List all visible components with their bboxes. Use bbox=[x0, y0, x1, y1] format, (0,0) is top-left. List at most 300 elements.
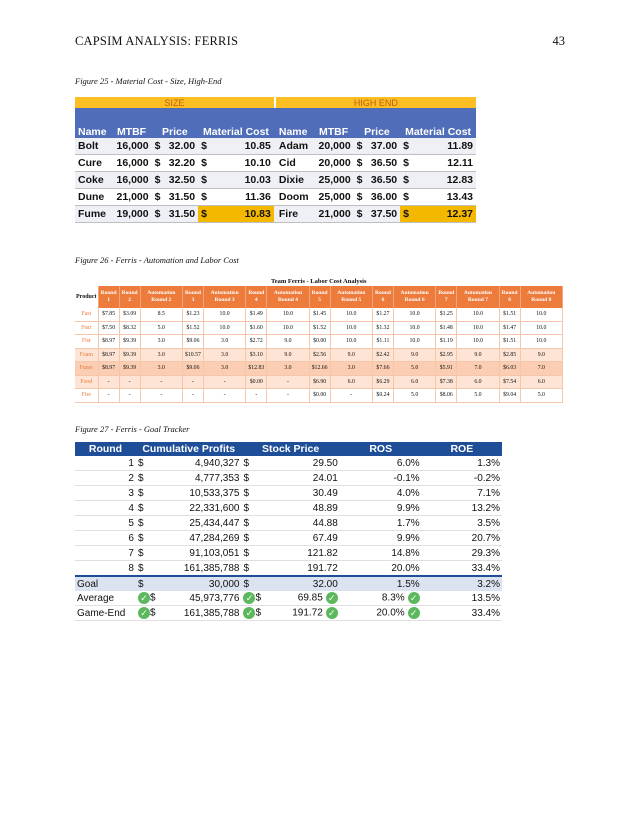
col-header: Round 5 bbox=[309, 286, 330, 308]
product-name: Cid bbox=[276, 155, 314, 172]
currency-symbol: $ bbox=[255, 592, 262, 604]
col-header: Automation Round 8 bbox=[520, 286, 562, 308]
cost-cell: 5.0 bbox=[457, 389, 499, 403]
material-cost-cell: 11.89 bbox=[420, 138, 476, 155]
figure-25-caption: Figure 25 - Material Cost - Size, High-End bbox=[75, 76, 222, 86]
col-header: Automation Round 2 bbox=[140, 286, 182, 308]
cost-cell: - bbox=[119, 389, 140, 403]
stock-price-cell bbox=[263, 606, 340, 621]
profit-cell: 4,940,327 bbox=[158, 456, 242, 471]
cost-cell: 10.0 bbox=[520, 321, 562, 335]
cost-cell: 8.5 bbox=[140, 308, 182, 321]
cost-cell: $1.47 bbox=[499, 321, 520, 335]
currency-cell: $ bbox=[354, 138, 366, 155]
check-circle-icon: ✓ bbox=[243, 592, 255, 604]
ros-cell: 20.0% bbox=[340, 561, 422, 577]
row-label: Average bbox=[75, 591, 136, 606]
cost-cell: - bbox=[267, 375, 309, 389]
cost-cell: $2.56 bbox=[309, 348, 330, 362]
cost-cell: 10.0 bbox=[330, 308, 372, 321]
price-cell: 32.20 bbox=[164, 155, 198, 172]
cost-cell: $7.85 bbox=[98, 308, 119, 321]
table-row bbox=[75, 138, 476, 155]
stock-price-cell: 24.01 bbox=[263, 471, 340, 486]
cost-cell: 6.0 bbox=[457, 375, 499, 389]
row-label: Game-End bbox=[75, 606, 136, 621]
cost-cell: 9.0 bbox=[520, 348, 562, 362]
mtbf-cell: 16,000 bbox=[111, 138, 151, 155]
currency-symbol: $ bbox=[149, 592, 156, 604]
currency-cell bbox=[241, 576, 263, 591]
col-header: Automation Round 5 bbox=[330, 286, 372, 308]
cost-cell: $6.03 bbox=[499, 362, 520, 376]
currency-cell: $ bbox=[354, 155, 366, 172]
cost-cell: 10.0 bbox=[330, 321, 372, 335]
price-cell: 36.50 bbox=[366, 172, 400, 189]
cost-cell: 7.0 bbox=[520, 362, 562, 376]
ros-cell: 1.7% bbox=[340, 516, 422, 531]
cost-cell: $9.06 bbox=[182, 362, 203, 376]
cost-cell: 5.0 bbox=[520, 389, 562, 403]
check-circle-icon: ✓ bbox=[243, 607, 255, 619]
roe-cell: -0.2% bbox=[422, 471, 502, 486]
cost-cell: $7.50 bbox=[98, 321, 119, 335]
currency-cell: $ bbox=[241, 516, 263, 531]
table-row bbox=[75, 501, 502, 516]
cost-cell: 9.0 bbox=[457, 348, 499, 362]
cost-cell: $1.52 bbox=[309, 321, 330, 335]
cost-cell: 3.0 bbox=[203, 335, 245, 349]
product-name: Fist bbox=[75, 335, 98, 349]
cost-cell: $1.45 bbox=[309, 308, 330, 321]
cost-cell: $8.97 bbox=[98, 362, 119, 376]
cost-cell: 10.0 bbox=[457, 308, 499, 321]
cost-cell: $8.97 bbox=[98, 348, 119, 362]
product-name: Doom bbox=[276, 189, 314, 206]
material-cost-cell: 13.43 bbox=[420, 189, 476, 206]
col-header: Round 1 bbox=[98, 286, 119, 308]
cost-cell: $2.95 bbox=[436, 348, 457, 362]
col-roe: ROE bbox=[422, 442, 502, 456]
roe-cell: 3.5% bbox=[422, 516, 502, 531]
cost-cell: $2.42 bbox=[372, 348, 393, 362]
ros-cell bbox=[340, 606, 422, 621]
currency-cell: $ bbox=[400, 189, 420, 206]
cost-cell: $1.52 bbox=[182, 321, 203, 335]
col-price: Price bbox=[354, 108, 400, 138]
currency-cell: $ bbox=[152, 206, 164, 223]
mtbf-cell: 20,000 bbox=[314, 155, 354, 172]
currency-symbol: $ bbox=[149, 607, 156, 619]
round-number: 2 bbox=[75, 471, 136, 486]
currency-cell: $ bbox=[241, 546, 263, 561]
product-name: Fire bbox=[276, 206, 314, 223]
cost-cell: 10.0 bbox=[267, 321, 309, 335]
stock-price-cell bbox=[263, 591, 340, 606]
stock-price-cell: 48.89 bbox=[263, 501, 340, 516]
col-mtbf: MTBF bbox=[314, 108, 354, 138]
profit-cell: 25,434,447 bbox=[158, 516, 242, 531]
profit-cell: 4,777,353 bbox=[158, 471, 242, 486]
value: 32.00 bbox=[312, 578, 338, 590]
col-header: Automation Round 7 bbox=[457, 286, 499, 308]
cost-cell: 10.0 bbox=[520, 335, 562, 349]
table-row bbox=[75, 362, 563, 376]
check-circle-icon: ✓ bbox=[138, 607, 150, 619]
product-name: Fume bbox=[75, 362, 98, 376]
cost-cell: - bbox=[98, 389, 119, 403]
currency-cell: $ bbox=[354, 206, 366, 223]
cost-cell: 6.0 bbox=[520, 375, 562, 389]
cost-cell: $0.24 bbox=[372, 389, 393, 403]
col-mtbf: MTBF bbox=[111, 108, 151, 138]
table-row bbox=[75, 206, 476, 223]
cost-cell: 10.0 bbox=[267, 308, 309, 321]
col-header: Automation Round 6 bbox=[393, 286, 435, 308]
col-header: Automation Round 4 bbox=[267, 286, 309, 308]
currency-cell: $ bbox=[136, 456, 158, 471]
col-round: Round bbox=[75, 442, 136, 456]
currency-cell: $ bbox=[241, 486, 263, 501]
currency-cell: $ bbox=[354, 172, 366, 189]
figure-26-caption: Figure 26 - Ferris - Automation and Labor Cost bbox=[75, 255, 239, 265]
check-circle-icon: ✓ bbox=[408, 592, 420, 604]
currency-cell bbox=[241, 606, 263, 621]
mtbf-cell: 21,000 bbox=[111, 189, 151, 206]
roe-cell: 20.7% bbox=[422, 531, 502, 546]
cost-cell: 3.0 bbox=[140, 348, 182, 362]
profit-cell: 91,103,051 bbox=[158, 546, 242, 561]
currency-cell: $ bbox=[136, 486, 158, 501]
profit-cell: 30,000 bbox=[158, 576, 242, 591]
currency-cell bbox=[136, 576, 158, 591]
cost-cell: - bbox=[267, 389, 309, 403]
value: 191.72 bbox=[292, 607, 323, 619]
material-cost-cell: 10.03 bbox=[218, 172, 273, 189]
cost-cell: 10.0 bbox=[203, 321, 245, 335]
material-cost-cell: 11.36 bbox=[218, 189, 273, 206]
cost-cell: 10.0 bbox=[393, 335, 435, 349]
table-row bbox=[75, 155, 476, 172]
cost-cell: 3.0 bbox=[203, 362, 245, 376]
stock-price-cell: 30.49 bbox=[263, 486, 340, 501]
ros-cell: 9.9% bbox=[340, 501, 422, 516]
ros-cell: 14.8% bbox=[340, 546, 422, 561]
col-header: Round 7 bbox=[436, 286, 457, 308]
size-band: SIZE bbox=[75, 97, 274, 108]
roe-cell: 7.1% bbox=[422, 486, 502, 501]
col-header: Round 2 bbox=[119, 286, 140, 308]
col-stock-price: Stock Price bbox=[241, 442, 339, 456]
roe-cell: 13.2% bbox=[422, 501, 502, 516]
mtbf-cell: 25,000 bbox=[314, 172, 354, 189]
cost-cell: $9.39 bbox=[119, 335, 140, 349]
currency-cell: $ bbox=[152, 138, 164, 155]
cost-cell: 7.0 bbox=[457, 362, 499, 376]
currency-cell: $ bbox=[198, 206, 218, 223]
cost-cell: $8.06 bbox=[436, 389, 457, 403]
gameend-row bbox=[75, 606, 502, 621]
cost-cell: 9.0 bbox=[267, 335, 309, 349]
cost-cell: $1.60 bbox=[246, 321, 267, 335]
cost-cell: 10.0 bbox=[457, 321, 499, 335]
cost-cell: $1.51 bbox=[499, 308, 520, 321]
product-name: Fear bbox=[75, 321, 98, 335]
cost-cell: - bbox=[330, 389, 372, 403]
page-number: 43 bbox=[552, 34, 565, 48]
currency-cell: $ bbox=[400, 206, 420, 223]
currency-symbol: $ bbox=[137, 578, 144, 590]
cost-cell: 10.0 bbox=[457, 335, 499, 349]
cost-cell: $7.38 bbox=[436, 375, 457, 389]
table-row bbox=[75, 546, 502, 561]
cost-cell: $1.49 bbox=[246, 308, 267, 321]
currency-cell: $ bbox=[400, 172, 420, 189]
stock-price-cell: 67.49 bbox=[263, 531, 340, 546]
ros-cell: 9.9% bbox=[340, 531, 422, 546]
check-circle-icon: ✓ bbox=[408, 607, 420, 619]
table-row bbox=[75, 321, 563, 335]
mtbf-cell: 19,000 bbox=[111, 206, 151, 223]
table-row bbox=[75, 172, 476, 189]
cost-cell: 3.0 bbox=[140, 335, 182, 349]
profit-cell: 161,385,788 bbox=[158, 561, 242, 577]
check-circle-icon: ✓ bbox=[326, 592, 338, 604]
price-cell: 32.50 bbox=[164, 172, 198, 189]
product-name: Adam bbox=[276, 138, 314, 155]
col-cumulative-profits: Cumulative Profits bbox=[136, 442, 242, 456]
roe-cell: 33.4% bbox=[422, 561, 502, 577]
col-name: Name bbox=[75, 108, 111, 138]
currency-cell bbox=[241, 591, 263, 606]
mtbf-cell: 16,000 bbox=[111, 155, 151, 172]
cost-cell: $1.27 bbox=[372, 308, 393, 321]
roe-cell: 33.4% bbox=[422, 606, 502, 621]
col-header: Product bbox=[75, 286, 98, 308]
table-row bbox=[75, 561, 502, 577]
stock-price-cell: 191.72 bbox=[263, 561, 340, 577]
cost-cell: 10.0 bbox=[203, 308, 245, 321]
round-number: 4 bbox=[75, 501, 136, 516]
cost-cell: 5.0 bbox=[393, 389, 435, 403]
table-row bbox=[75, 375, 563, 389]
price-cell: 31.50 bbox=[164, 206, 198, 223]
col-material-cost: Material Cost bbox=[198, 108, 274, 138]
cost-cell: $3.09 bbox=[119, 308, 140, 321]
cost-cell: 9.0 bbox=[330, 348, 372, 362]
currency-cell: $ bbox=[152, 189, 164, 206]
goal-tracker-table bbox=[75, 442, 502, 621]
cost-cell: $2.72 bbox=[246, 335, 267, 349]
stock-price-cell: 44.88 bbox=[263, 516, 340, 531]
cost-cell: - bbox=[203, 375, 245, 389]
col-name: Name bbox=[276, 108, 314, 138]
cost-cell: - bbox=[246, 389, 267, 403]
material-cost-cell: 12.83 bbox=[420, 172, 476, 189]
round-number: 1 bbox=[75, 456, 136, 471]
price-cell: 32.00 bbox=[164, 138, 198, 155]
currency-cell: $ bbox=[241, 561, 263, 577]
profit-cell: 161,385,788 bbox=[158, 606, 242, 621]
price-cell: 37.00 bbox=[366, 138, 400, 155]
labor-cost-table bbox=[75, 276, 563, 403]
cost-cell: $2.85 bbox=[499, 348, 520, 362]
cost-cell: $9.06 bbox=[182, 335, 203, 349]
cost-cell: $9.04 bbox=[499, 389, 520, 403]
material-cost-table bbox=[75, 97, 476, 223]
ros-cell: 4.0% bbox=[340, 486, 422, 501]
cost-cell: $0.00 bbox=[309, 335, 330, 349]
currency-cell: $ bbox=[241, 456, 263, 471]
profit-cell: 47,284,269 bbox=[158, 531, 242, 546]
currency-cell: $ bbox=[136, 471, 158, 486]
running-head: CAPSIM ANALYSIS: FERRIS bbox=[75, 34, 239, 48]
cost-cell: 10.0 bbox=[393, 321, 435, 335]
cost-cell: $7.66 bbox=[372, 362, 393, 376]
table-row bbox=[75, 308, 563, 321]
table-row bbox=[75, 456, 502, 471]
cost-cell: - bbox=[98, 375, 119, 389]
currency-cell: $ bbox=[136, 546, 158, 561]
round-number: 6 bbox=[75, 531, 136, 546]
round-number: 7 bbox=[75, 546, 136, 561]
cost-cell: $12.83 bbox=[246, 362, 267, 376]
currency-cell: $ bbox=[241, 501, 263, 516]
currency-cell: $ bbox=[400, 138, 420, 155]
cost-cell: - bbox=[140, 389, 182, 403]
cost-cell: $6.90 bbox=[309, 375, 330, 389]
page-header bbox=[75, 34, 565, 49]
table-row bbox=[75, 486, 502, 501]
roe-cell: 29.3% bbox=[422, 546, 502, 561]
cost-cell: $6.29 bbox=[372, 375, 393, 389]
stock-price-cell: 29.50 bbox=[263, 456, 340, 471]
col-header: Automation Round 3 bbox=[203, 286, 245, 308]
product-name: Coke bbox=[75, 172, 111, 189]
mtbf-cell: 20,000 bbox=[314, 138, 354, 155]
currency-cell: $ bbox=[198, 138, 218, 155]
cost-cell: - bbox=[140, 375, 182, 389]
currency-cell bbox=[136, 606, 158, 621]
roe-cell: 1.3% bbox=[422, 456, 502, 471]
col-header: Round 4 bbox=[246, 286, 267, 308]
cost-cell: 3.0 bbox=[140, 362, 182, 376]
cost-cell: 10.0 bbox=[330, 335, 372, 349]
currency-cell: $ bbox=[136, 561, 158, 577]
profit-cell: 45,973,776 bbox=[158, 591, 242, 606]
round-number: 5 bbox=[75, 516, 136, 531]
material-cost-cell: 10.10 bbox=[218, 155, 273, 172]
cost-cell: - bbox=[203, 389, 245, 403]
table-row bbox=[75, 531, 502, 546]
cost-cell: - bbox=[182, 389, 203, 403]
round-number: 3 bbox=[75, 486, 136, 501]
table-row bbox=[75, 389, 563, 403]
high-end-band: HIGH END bbox=[276, 97, 476, 108]
cost-cell: 3.0 bbox=[267, 362, 309, 376]
check-circle-icon: ✓ bbox=[326, 607, 338, 619]
cost-cell: 5.0 bbox=[393, 362, 435, 376]
check-circle-icon: ✓ bbox=[138, 592, 150, 604]
mtbf-cell: 16,000 bbox=[111, 172, 151, 189]
stock-price-cell: 121.82 bbox=[263, 546, 340, 561]
currency-cell: $ bbox=[152, 172, 164, 189]
cost-cell: 9.0 bbox=[393, 348, 435, 362]
round-number: 8 bbox=[75, 561, 136, 577]
table-header bbox=[75, 286, 563, 308]
cost-cell: 3.0 bbox=[203, 348, 245, 362]
material-cost-cell: 10.83 bbox=[218, 206, 273, 223]
table-row bbox=[75, 471, 502, 486]
table-title: Team Ferris - Labor Cost Analysis bbox=[270, 277, 367, 285]
mtbf-cell: 25,000 bbox=[314, 189, 354, 206]
currency-cell: $ bbox=[198, 172, 218, 189]
cost-cell: 6.0 bbox=[330, 375, 372, 389]
profit-cell: 22,331,600 bbox=[158, 501, 242, 516]
ros-cell: -0.1% bbox=[340, 471, 422, 486]
col-material-cost: Material Cost bbox=[400, 108, 476, 138]
ros-cell: 6.0% bbox=[340, 456, 422, 471]
cost-cell: $9.39 bbox=[119, 362, 140, 376]
currency-cell: $ bbox=[136, 501, 158, 516]
ros-cell bbox=[340, 591, 422, 606]
roe-cell: 3.2% bbox=[422, 576, 502, 591]
cost-cell: $1.32 bbox=[372, 321, 393, 335]
cost-cell: - bbox=[182, 375, 203, 389]
product-name: Food bbox=[75, 375, 98, 389]
table-row bbox=[75, 189, 476, 206]
cost-cell: $1.19 bbox=[436, 335, 457, 349]
row-label: Goal bbox=[75, 576, 136, 591]
cost-cell: - bbox=[119, 375, 140, 389]
cost-cell: $8.97 bbox=[98, 335, 119, 349]
price-cell: 31.50 bbox=[164, 189, 198, 206]
cost-cell: 5.0 bbox=[140, 321, 182, 335]
cost-cell: $7.54 bbox=[499, 375, 520, 389]
cost-cell: 9.0 bbox=[267, 348, 309, 362]
cost-cell: $8.32 bbox=[119, 321, 140, 335]
price-cell: 37.50 bbox=[366, 206, 400, 223]
cost-cell: 3.0 bbox=[330, 362, 372, 376]
table-row bbox=[75, 516, 502, 531]
product-name: Dune bbox=[75, 189, 111, 206]
product-name: Cure bbox=[75, 155, 111, 172]
cost-cell: 10.0 bbox=[393, 308, 435, 321]
currency-cell: $ bbox=[198, 155, 218, 172]
roe-cell: 13.5% bbox=[422, 591, 502, 606]
product-name: Foam bbox=[75, 348, 98, 362]
value: 8.3% bbox=[381, 592, 405, 604]
value: 20.0% bbox=[376, 607, 405, 619]
currency-symbol: $ bbox=[243, 578, 250, 590]
col-header: Round 3 bbox=[182, 286, 203, 308]
cost-cell: $1.48 bbox=[436, 321, 457, 335]
currency-cell: $ bbox=[136, 516, 158, 531]
col-price: Price bbox=[152, 108, 198, 138]
profit-cell: 10,533,375 bbox=[158, 486, 242, 501]
product-name: Fume bbox=[75, 206, 111, 223]
currency-cell: $ bbox=[400, 155, 420, 172]
table-row bbox=[75, 348, 563, 362]
table-row bbox=[75, 335, 563, 349]
col-header: Round 6 bbox=[372, 286, 393, 308]
cost-cell: $1.11 bbox=[372, 335, 393, 349]
cost-cell: $3.10 bbox=[246, 348, 267, 362]
currency-cell bbox=[136, 591, 158, 606]
figure-27-caption: Figure 27 - Ferris - Goal Tracker bbox=[75, 424, 190, 434]
value: 69.85 bbox=[297, 592, 323, 604]
cost-cell: $10.57 bbox=[182, 348, 203, 362]
